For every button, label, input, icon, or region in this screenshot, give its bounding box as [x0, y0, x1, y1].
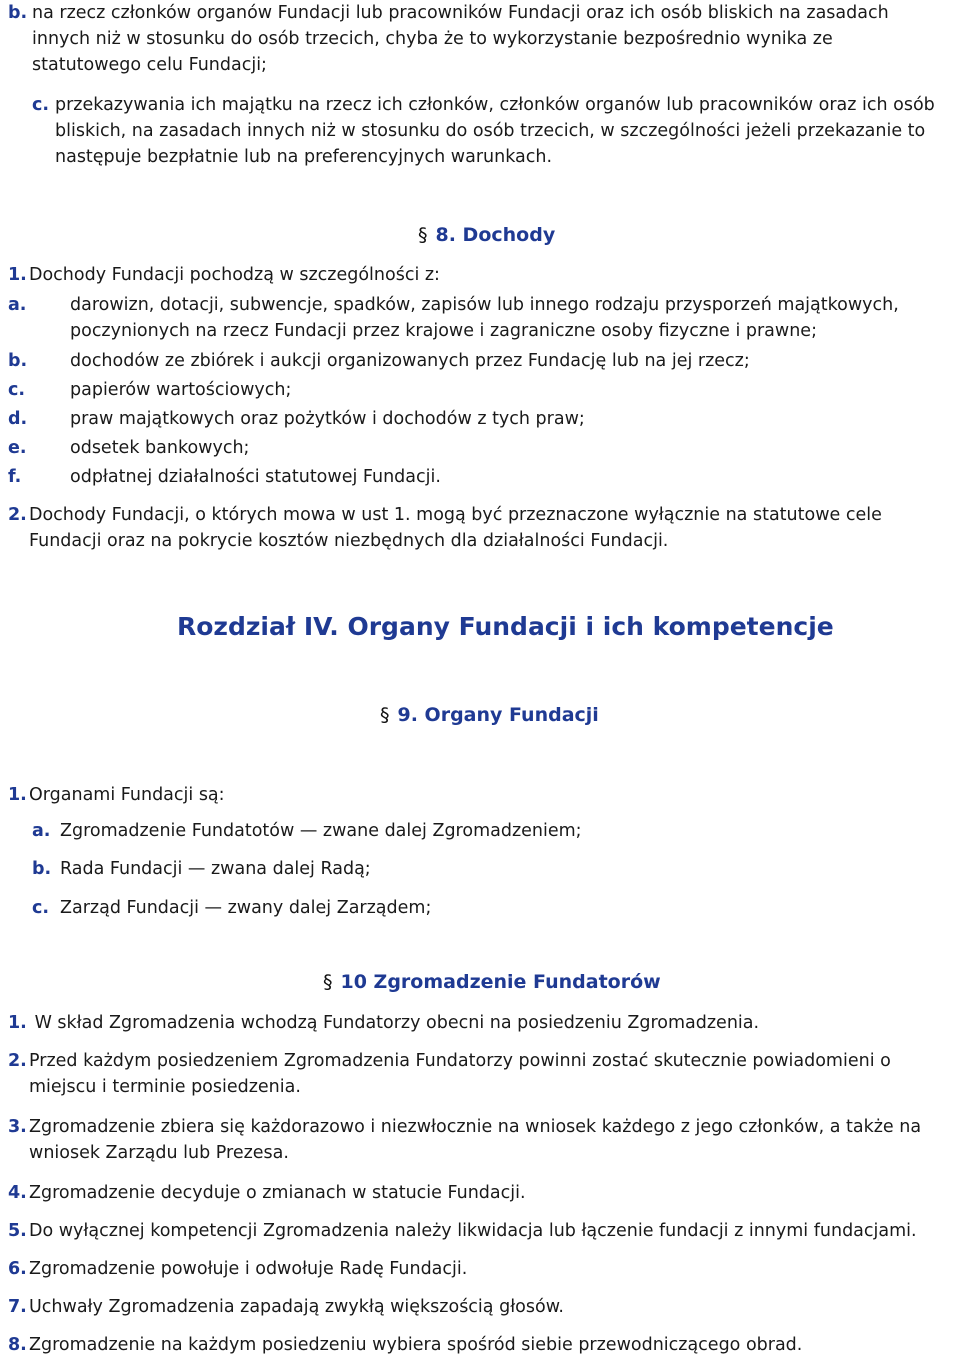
- list-item-line: darowizn, dotacji, subwencje, spadków, zapisów lub innego rodzaju przysporzeń majątkowych,: [70, 295, 899, 315]
- list-label: a.: [8, 295, 27, 315]
- section-title: 9. Organy Fundacji: [397, 704, 599, 726]
- list-item-line: następuje bezpłatnie lub na preferencyjnych warunkach.: [55, 147, 553, 167]
- point-text: wniosek Zarządu lub Prezesa.: [29, 1143, 289, 1163]
- chapter-heading: Rozdział IV. Organy Fundacji i ich kompetencje: [177, 612, 834, 641]
- point-number: 5.: [8, 1221, 27, 1241]
- point-text: Zgromadzenie zbiera się każdorazowo i niezwłocznie na wniosek każdego z jego członków, a także na: [29, 1117, 922, 1137]
- list-item-line: bliskich, na zasadach innych niż w stosunku do osób trzecich, w szczególności jeżeli przekazanie to: [55, 121, 926, 141]
- point-text: Dochody Fundacji pochodzą w szczególności z:: [29, 265, 440, 285]
- point-text: Zgromadzenie powołuje i odwołuje Radę Fundacji.: [29, 1259, 468, 1279]
- point-text: Zgromadzenie decyduje o zmianach w statucie Fundacji.: [29, 1183, 526, 1203]
- list-label: c.: [32, 898, 50, 918]
- point-text: miejscu i terminie posiedzenia.: [29, 1077, 301, 1097]
- list-item-line: Zgromadzenie Fundatotów — zwane dalej Zgromadzeniem;: [60, 821, 582, 841]
- list-item-line: odpłatnej działalności statutowej Fundacji.: [70, 467, 441, 487]
- point-number: 1.: [8, 1013, 27, 1033]
- point-number: 2.: [8, 505, 27, 525]
- list-item-line: przekazywania ich majątku na rzecz ich członków, członków organów lub pracowników oraz ich osób: [55, 95, 935, 115]
- list-item-line: Rada Fundacji — zwana dalej Radą;: [60, 859, 371, 879]
- point-text: Dochody Fundacji, o których mowa w ust 1. mogą być przeznaczone wyłącznie na statutowe cele: [29, 505, 882, 525]
- point-text: Organami Fundacji są:: [29, 785, 225, 805]
- list-item-line: Zarząd Fundacji — zwany dalej Zarządem;: [60, 898, 432, 918]
- list-label: c.: [8, 380, 26, 400]
- section-symbol: §: [418, 224, 428, 246]
- list-item-line: innych niż w stosunku do osób trzecich, chyba że to wykorzystanie bezpośrednio wynika ze: [32, 29, 833, 49]
- point-text: Zgromadzenie na każdym posiedzeniu wybiera spośród siebie przewodniczącego obrad.: [29, 1335, 803, 1355]
- list-label: b.: [8, 351, 28, 371]
- list-label: b.: [32, 859, 52, 879]
- point-text: Do wyłącznej kompetencji Zgromadzenia należy likwidacja lub łączenie fundacji z innymi fundacjami.: [29, 1221, 917, 1241]
- point-number: 6.: [8, 1259, 27, 1279]
- section-title: 8. Dochody: [435, 224, 556, 246]
- list-item-line: papierów wartościowych;: [70, 380, 292, 400]
- point-number: 2.: [8, 1051, 27, 1071]
- list-item-line: praw majątkowych oraz pożytków i dochodów z tych praw;: [70, 409, 585, 429]
- section-10-heading: [323, 971, 661, 993]
- point-text: W skład Zgromadzenia wchodzą Fundatorzy obecni na posiedzeniu Zgromadzenia.: [29, 1013, 760, 1033]
- section-8-heading: [418, 224, 555, 246]
- list-item-line: poczynionych na rzecz Fundacji przez krajowe i zagraniczne osoby fizyczne i prawne;: [70, 321, 817, 341]
- list-label: a.: [32, 821, 51, 841]
- point-number: 3.: [8, 1117, 27, 1137]
- point-text: Przed każdym posiedzeniem Zgromadzenia Fundatorzy powinni zostać skutecznie powiadomieni o: [29, 1051, 891, 1071]
- point-text: Fundacji oraz na pokrycie kosztów niezbędnych dla działalności Fundacji.: [29, 531, 669, 551]
- point-text: Uchwały Zgromadzenia zapadają zwykłą większością głosów.: [29, 1297, 564, 1317]
- point-number: 8.: [8, 1335, 27, 1355]
- list-label: d.: [8, 409, 28, 429]
- point-number: 1.: [8, 265, 27, 285]
- list-label: c.: [32, 95, 50, 115]
- list-label: b.: [8, 3, 28, 23]
- section-symbol: §: [323, 971, 333, 993]
- section-symbol: §: [380, 704, 390, 726]
- section-title: 10 Zgromadzenie Fundatorów: [340, 971, 661, 993]
- list-item-line: na rzecz członków organów Fundacji lub pracowników Fundacji oraz ich osób bliskich na zasadach: [32, 3, 889, 23]
- list-item-line: dochodów ze zbiórek i aukcji organizowanych przez Fundację lub na jej rzecz;: [70, 351, 750, 371]
- point-number: 1.: [8, 785, 27, 805]
- list-label: f.: [8, 467, 22, 487]
- list-label: e.: [8, 438, 27, 458]
- list-item-line: statutowego celu Fundacji;: [32, 55, 267, 75]
- point-number: 7.: [8, 1297, 27, 1317]
- point-number: 4.: [8, 1183, 27, 1203]
- list-item-line: odsetek bankowych;: [70, 438, 250, 458]
- section-9-heading: [380, 704, 599, 726]
